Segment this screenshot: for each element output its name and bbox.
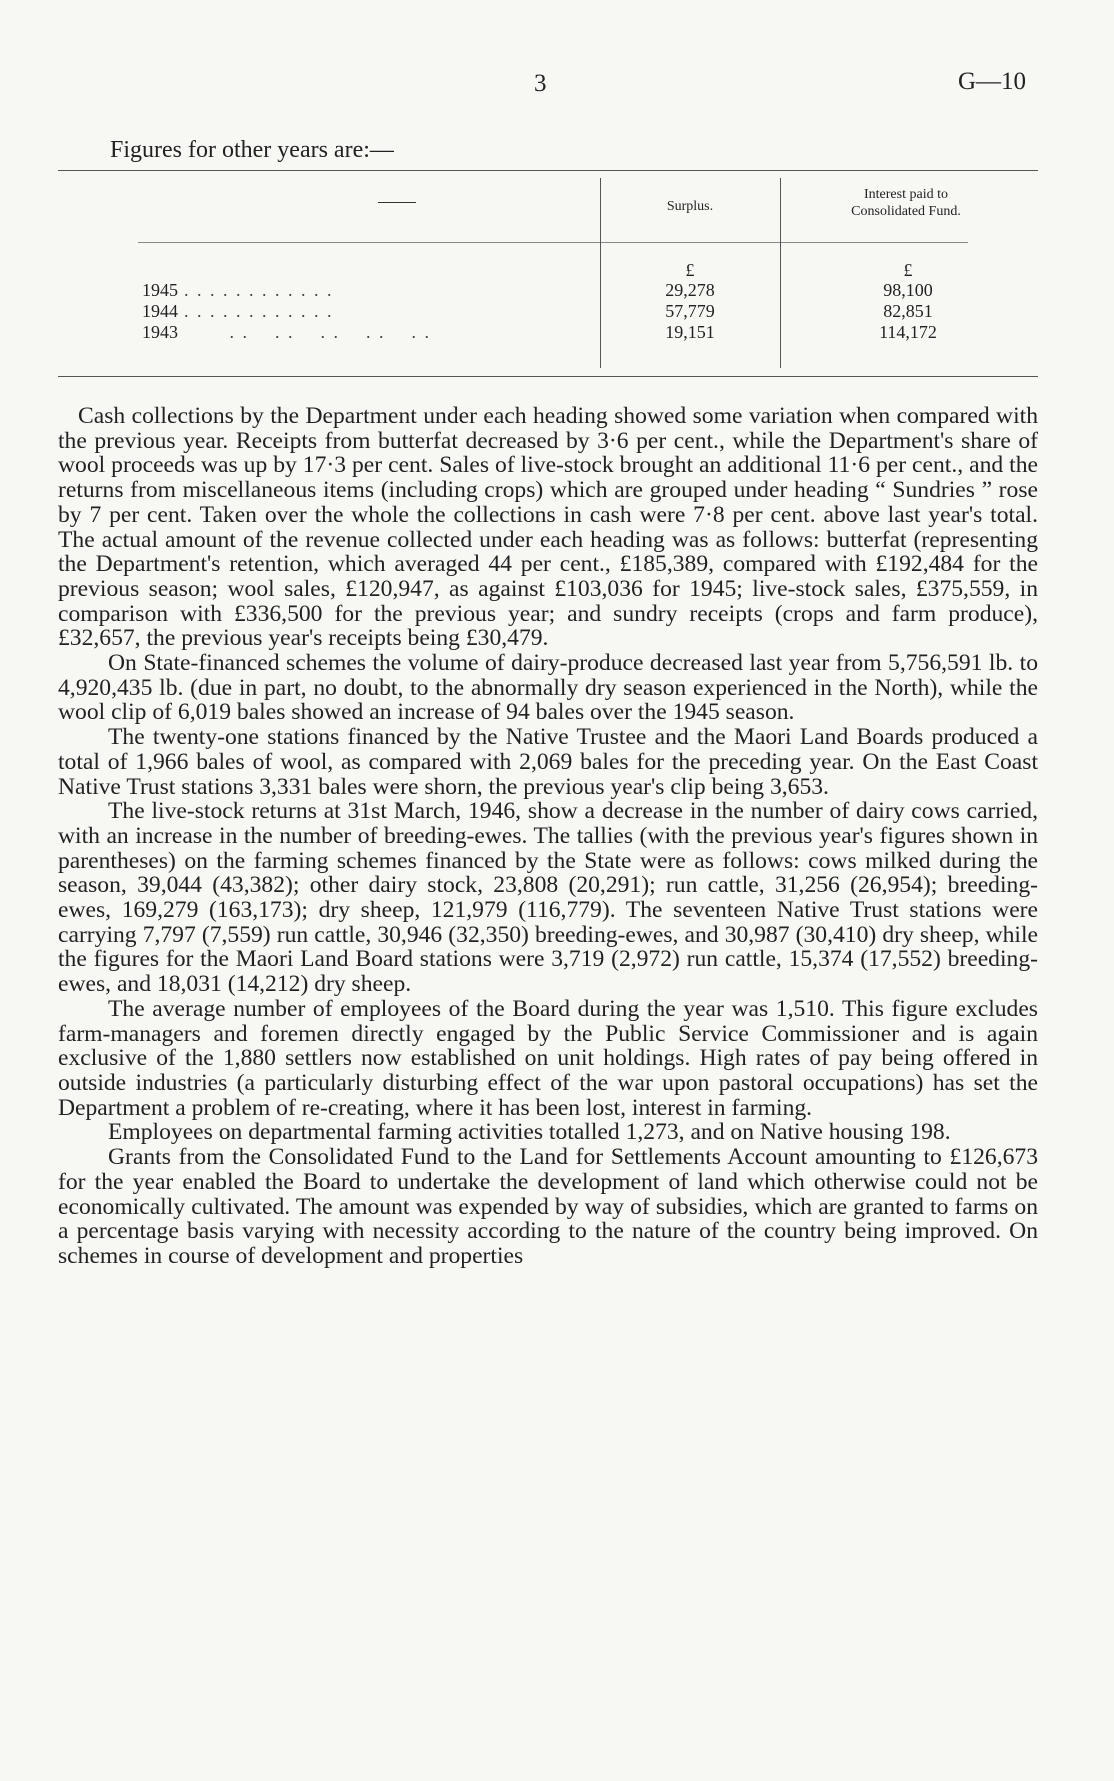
- paragraph-employees: The average number of employees of the Board during the year was 1,510. This figure excludes farm-managers and foremen directly engaged by the Public Service Commissioner and is again exclusive of the 1,880 settlers now established on unit holdings. High rates of pay being offered in outside industries (a particularly disturbing effect of the war upon pastoral occupations) has set the Department a problem of re-creating, where it has been lost, interest in farming.: [58, 995, 1038, 1121]
- row-leaders: . . . . . . . . . .: [184, 322, 431, 342]
- page-number: 3: [534, 70, 547, 97]
- table-bottom-rule: [58, 376, 1038, 377]
- row-interest: 114,172: [879, 322, 937, 342]
- paragraph-state-schemes: On State-financed schemes the volume of dairy-produce decreased last year from 5,756,591 lb. to 4,920,435 lb. (due in part, no doubt, to the abnormally dry season experienced in the North), while the wool clip of 6,019 bales showed an increase of 94 bales over the 1945 season.: [58, 650, 1038, 726]
- row-leaders: . . . . . . . . . . . .: [184, 280, 334, 300]
- table-header-rule: [138, 242, 968, 243]
- row-surplus: 57,779: [665, 301, 715, 321]
- row-interest: 98,100: [883, 280, 933, 300]
- figures-table: [58, 170, 1038, 378]
- interest-unit: £: [903, 260, 913, 280]
- body-text: [58, 404, 1038, 1269]
- table-intro: Figures for other years are:—: [110, 137, 394, 163]
- interest-header-line-2: Consolidated Fund.: [851, 204, 961, 219]
- paragraph-departmental-employees: Employees on departmental farming activities totalled 1,273, and on Native housing 198.: [108, 1119, 951, 1146]
- interest-column-header: [786, 186, 1026, 220]
- paragraph-live-stock: The live-stock returns at 31st March, 1946, show a decrease in the number of dairy cows carried, with an increase in the number of breeding-ewes. The tallies (with the previous year's figures shown in parentheses) on the farming schemes financed by the State were as follows: cows milked during the season, 39,044 (43,382); other dairy stock, 23,808 (20,291); run cattle, 31,256 (26,954); breeding-ewes, 169,279 (163,173); dry sheep, 121,979 (116,779). The seventeen Native Trust stations were carrying 7,797 (7,559) run cattle, 30,946 (32,350) breeding-ewes, and 30,987 (30,410) dry sheep, while the figures for the Maori Land Board stations were 3,719 (2,972) run cattle, 15,374 (17,552) breeding-ewes, and 18,031 (14,212) dry sheep.: [58, 798, 1038, 998]
- row-interest: 82,851: [883, 301, 933, 321]
- year-column-header: [378, 202, 416, 203]
- paragraph-cash-collections: Cash collections by the Department under each heading showed some variation when compared with the previous year. Receipts from butterfat decreased by 3·6 per cent., while the Department's share of wool proceeds was up by 17·3 per cent. Sales of live-stock brought an additional 11·6 per cent., and the returns from miscellaneous items (including crops) which are grouped under heading “ Sundries ” rose by 7 per cent. Taken over the whole the collections in cash were 7·8 per cent. above last year's total. The actual amount of the revenue collected under each heading was as follows: butterfat (representing the Department's retention, which averaged 44 per cent., £185,389, compared with £192,484 for the previous season; wool sales, £120,947, as against £103,036 for 1945; live-stock sales, £375,559, in comparison with £336,500 for the previous year; and sundry receipts (crops and farm produce), £32,657, the previous year's receipts being £30,479.: [58, 403, 1038, 652]
- row-surplus: 19,151: [665, 322, 715, 342]
- table-top-rule: [58, 170, 1038, 171]
- row-year: 1944: [142, 301, 178, 321]
- paragraph-native-stations: The twenty-one stations financed by the Native Trustee and the Maori Land Boards produced a total of 1,966 bales of wool, as compared with 2,069 bales for the preceding year. On the East Coast Native Trust stations 3,331 bales were shorn, the previous year's clip being 3,653.: [58, 724, 1038, 800]
- table-column-divider: [780, 178, 781, 368]
- row-leaders: . . . . . . . . . . . .: [184, 301, 334, 321]
- row-year: 1945: [142, 280, 178, 300]
- interest-header-line-1: Interest paid to: [864, 187, 948, 202]
- surplus-unit: £: [685, 260, 695, 280]
- row-surplus: 29,278: [665, 280, 715, 300]
- paragraph-grants: Grants from the Consolidated Fund to the Land for Settlements Account amounting to £126,673 for the year enabled the Board to undertake the development of land which otherwise could not be economically cultivated. The amount was expended by way of subsidies, which are granted to farms on a percentage basis varying with necessity according to the nature of the country being improved. On schemes in course of development and properties: [58, 1144, 1038, 1269]
- row-year: 1943: [142, 322, 178, 342]
- document-code: G—10: [958, 68, 1027, 95]
- surplus-column-header: Surplus.: [666, 199, 714, 214]
